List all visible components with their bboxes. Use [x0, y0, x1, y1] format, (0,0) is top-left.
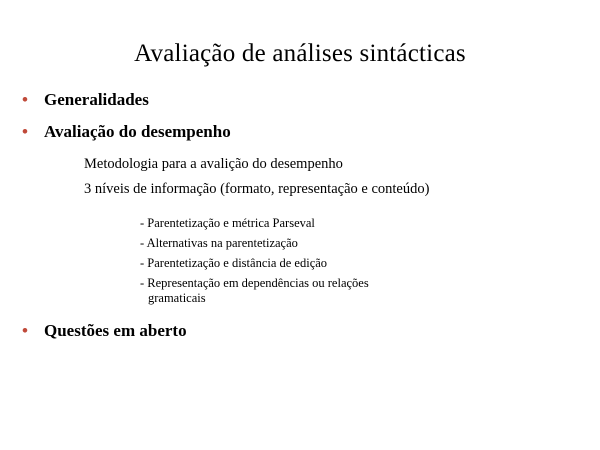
bullet-icon: •: [22, 321, 28, 340]
detail-item-parseval: - Parentetização e métrica Parseval: [140, 216, 315, 230]
sublist-item-niveis: 3 níveis de informação (formato, representação e conteúdo): [84, 181, 430, 197]
list-item-label: Avaliação do desempenho: [44, 122, 231, 141]
detail-item-alternativas: - Alternativas na parentetização: [140, 236, 298, 250]
spacer: [22, 311, 586, 321]
bullet-icon: •: [22, 90, 28, 109]
detail-item-continuation: gramaticais: [148, 291, 206, 305]
list-item-questoes: [22, 321, 586, 341]
list-item-avaliacao-desempenho: [22, 122, 586, 142]
slide-body: [0, 68, 600, 341]
detail-item-representacao: [22, 276, 586, 306]
bullet-icon: •: [22, 122, 28, 141]
list-item-label: Generalidades: [44, 90, 149, 109]
sublist-item-metodologia: Metodologia para a avalição do desempenho: [84, 156, 343, 172]
list-item-label: Questões em aberto: [44, 321, 187, 340]
detail-item-distancia-edicao: - Parentetização e distância de edição: [140, 256, 328, 270]
page-title: Avaliação de análises sintácticas: [134, 40, 466, 67]
list-item-generalidades: [22, 90, 586, 110]
detail-item-text: - Representação em dependências ou relações: [140, 276, 369, 290]
